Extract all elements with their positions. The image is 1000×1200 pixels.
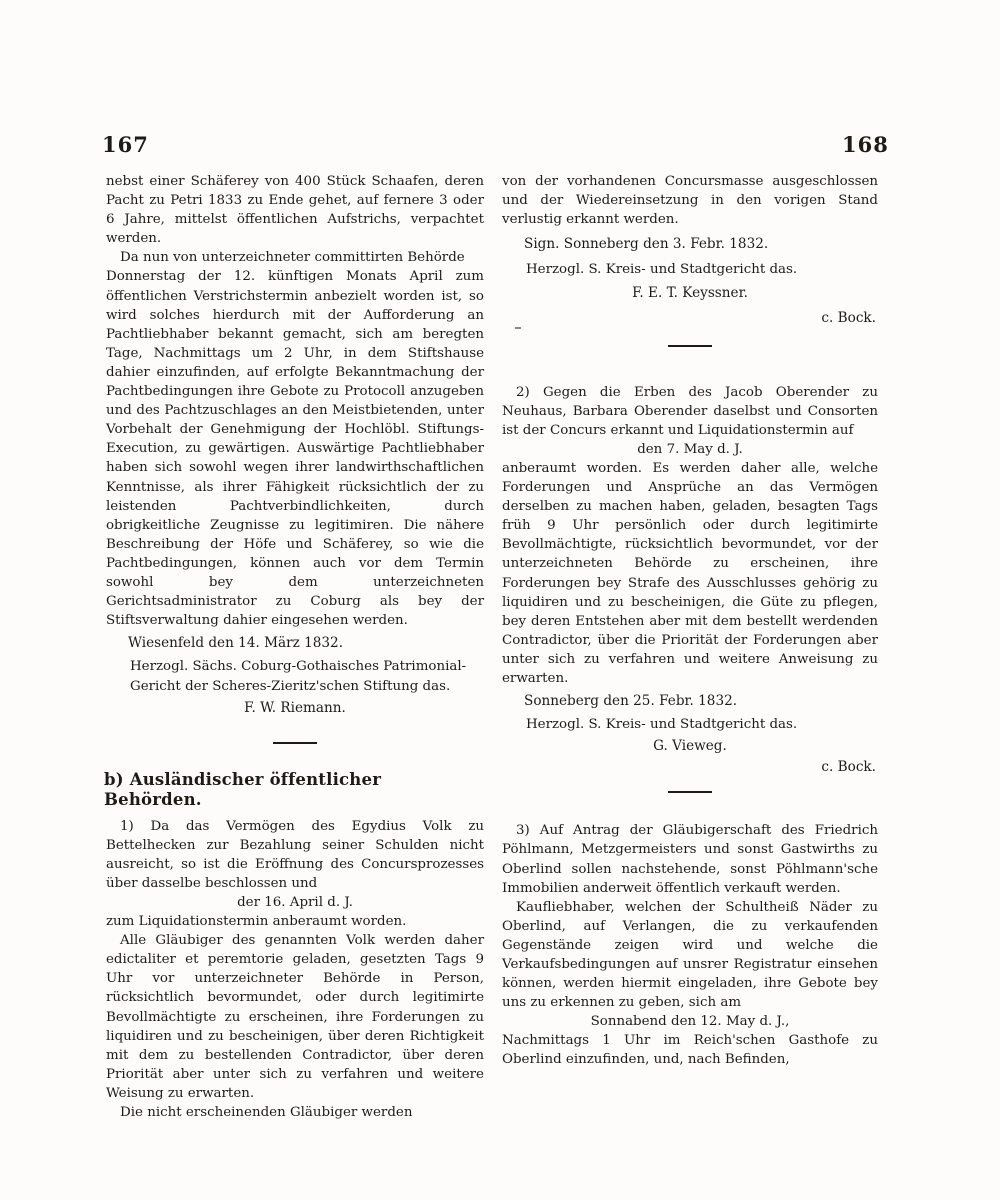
paragraph-termin: Donnerstag der 12. künftigen Monats April zum öffentlichen Verstrichstermin anbezielt worden ist, so wird solches hierdurch mit der Aufforderung an Pachtliebhaber bekannt gemacht, sich am beregten Tage, Nachmittags um 2 Uhr, in dem Stiftshause dahier einzufinden, auf erfolgte Bekanntmachung der Pachtbedingungen ihre Gebote zu Protocoll anzugeben und des Pachtzuschlages an den Meistbietenden, unter Vorbehalt der Genehmigung der Hochlöbl. Stiftungs-Execution, zu gewärtigen. Auswärtige Pachtliebhaber haben sich sowohl wegen ihrer landwirthschaftlichen Kenntnisse, als ihrer Fähigkeit rücksichtlich der zu leistenden Pachtverbindlichkeiten, durch obrigkeitliche Zeugnisse zu legitimiren. Die nähere Beschreibung der Höfe und Schäferey, so wie die Pachtbedingungen, können auch vor dem Termin sowohl bey dem unterzeichneten Gerichtsadministrator zu Coburg als bey der Stiftsverwaltung dahier eingesehen werden. xyxy=(106,269,484,629)
date-line-sonneberg-2: Sonneberg den 25. Febr. 1832. xyxy=(524,693,738,710)
paragraph-anberaumt: anberaumt worden. Es werden daher alle, welche Forderungen und Ansprüche an das Vermögen derselben zu machen haben, geladen, besagten Tags früh 9 Uhr persönlich oder durch legitimirte Bevollmächtigte, rücksichtlich bevormundet, vor der unterzeichneten Behörde zu erscheinen, ihre Forderungen bey Strafe des Ausschlusses gehörig zu liquidiren und zu bescheinigen, die Güte zu pflegen, bey deren Entstehen aber mit dem bestellt werdenden Contradictor, über die Priorität der Forderungen aber unter sich zu verfahren und weitere Anweisung zu erwarten. xyxy=(502,460,878,686)
paragraph-glaeubiger: Alle Gläubiger des genannten Volk werden daher edictaliter et peremtorie geladen, gesetzten Tags 9 Uhr vor unterzeichneter Behörde in Person, rücksichtlich bevormundet, oder durch legitimirte Bevollmächtigte zu erscheinen, ihre Forderungen zu liquidiren und zu bescheinigen, über deren Richtigkeit mit dem zu bestellenden Contradictor, über deren Priorität aber unter sich zu verfahren und weitere Weisung zu erwarten. xyxy=(106,933,484,1101)
section-divider-2 xyxy=(668,791,712,793)
paragraph-concursmasse: von der vorhandenen Concursmasse ausgeschlossen und der Wiedereinsetzung in den vorigen Stand verlustig erkannt werden. xyxy=(502,174,878,228)
left-column xyxy=(106,172,484,1122)
page-number-left: 167 xyxy=(102,132,149,157)
date-line-april: der 16. April d. J. xyxy=(237,895,353,910)
signature-bock-2: c. Bock. xyxy=(821,759,876,776)
paragraph-schaeferey: nebst einer Schäferey von 400 Stück Schaafen, deren Pacht zu Petri 1833 zu Ende gehet, auf fernere 3 oder 6 Jahre, mittelst öffentlichen Aufstrichs, verpachtet werden. xyxy=(106,174,484,247)
paragraph-liquidationstermin: zum Liquidationstermin anberaumt worden. xyxy=(106,914,407,930)
stray-mark xyxy=(515,327,521,329)
signature-vieweg: G. Vieweg. xyxy=(653,738,727,755)
date-line-may: den 7. May d. J. xyxy=(637,441,743,457)
signature-riemann: F. W. Riemann. xyxy=(244,700,346,717)
issuing-authority: Herzogl. Sächs. Coburg-Gothaisches Patrimonial-Gericht der Scheres-Zieritz'schen Stiftung das. xyxy=(130,659,467,695)
section-divider xyxy=(273,742,317,744)
issuing-authority-1: Herzogl. S. Kreis- und Stadtgericht das. xyxy=(526,262,798,278)
right-column xyxy=(502,172,878,1070)
paragraph-behoerde: Da nun von unterzeichneter committirten Behörde xyxy=(120,250,465,266)
date-line-sonnabend: Sonnabend den 12. May d. J., xyxy=(590,1014,790,1030)
section-heading: b) Ausländischer öffentlicher Behörden. xyxy=(104,770,382,809)
paragraph-poehlmann: 3) Auf Antrag der Gläubigerschaft des Friedrich Pöhlmann, Metzgermeisters und sonst Gastwirths zu Oberlind sollen nachstehende, sonst Pöhlmann'sche Immobilien anderweit öffentlich verkauft werden. xyxy=(502,823,878,896)
paragraph-oberender: 2) Gegen die Erben des Jacob Oberender zu Neuhaus, Barbara Oberender daselbst und Consorten ist der Concurs erkannt und Liquidationstermin auf xyxy=(502,384,878,438)
date-line-wiesenfeld: Wiesenfeld den 14. März 1832. xyxy=(128,635,344,652)
paragraph-nicht-erscheinenden: Die nicht erscheinenden Gläubiger werden xyxy=(120,1105,413,1121)
signature-bock-1: c. Bock. xyxy=(821,310,876,327)
issuing-authority-2: Herzogl. S. Kreis- und Stadtgericht das. xyxy=(526,717,798,733)
page-number-right: 168 xyxy=(842,132,889,157)
date-line-sonneberg-1: Sign. Sonneberg den 3. Febr. 1832. xyxy=(524,236,769,253)
paragraph-volk: 1) Da das Vermögen des Egydius Volk zu Bettelhecken zur Bezahlung seiner Schulden nicht ausreicht, so ist die Eröffnung des Concursprozesses über dasselbe beschlossen und xyxy=(106,818,484,891)
section-divider-1 xyxy=(668,345,712,347)
paragraph-kaufliebhaber: Kaufliebhaber, welchen der Schultheiß Näder zu Oberlind, auf Verlangen, die zu verkaufenden Gegenstände zeigen wird und welche die Verkaufsbedingungen auf unsrer Registratur einsehen können, werden hiermit eingeladen, ihre Gebote bey uns zu erkennen zu geben, sich am xyxy=(502,899,878,1011)
signature-keyssner: F. E. T. Keyssner. xyxy=(632,285,748,302)
paragraph-nachmittags: Nachmittags 1 Uhr im Reich'schen Gasthofe zu Oberlind einzufinden, und, nach Befinden, xyxy=(502,1033,878,1068)
